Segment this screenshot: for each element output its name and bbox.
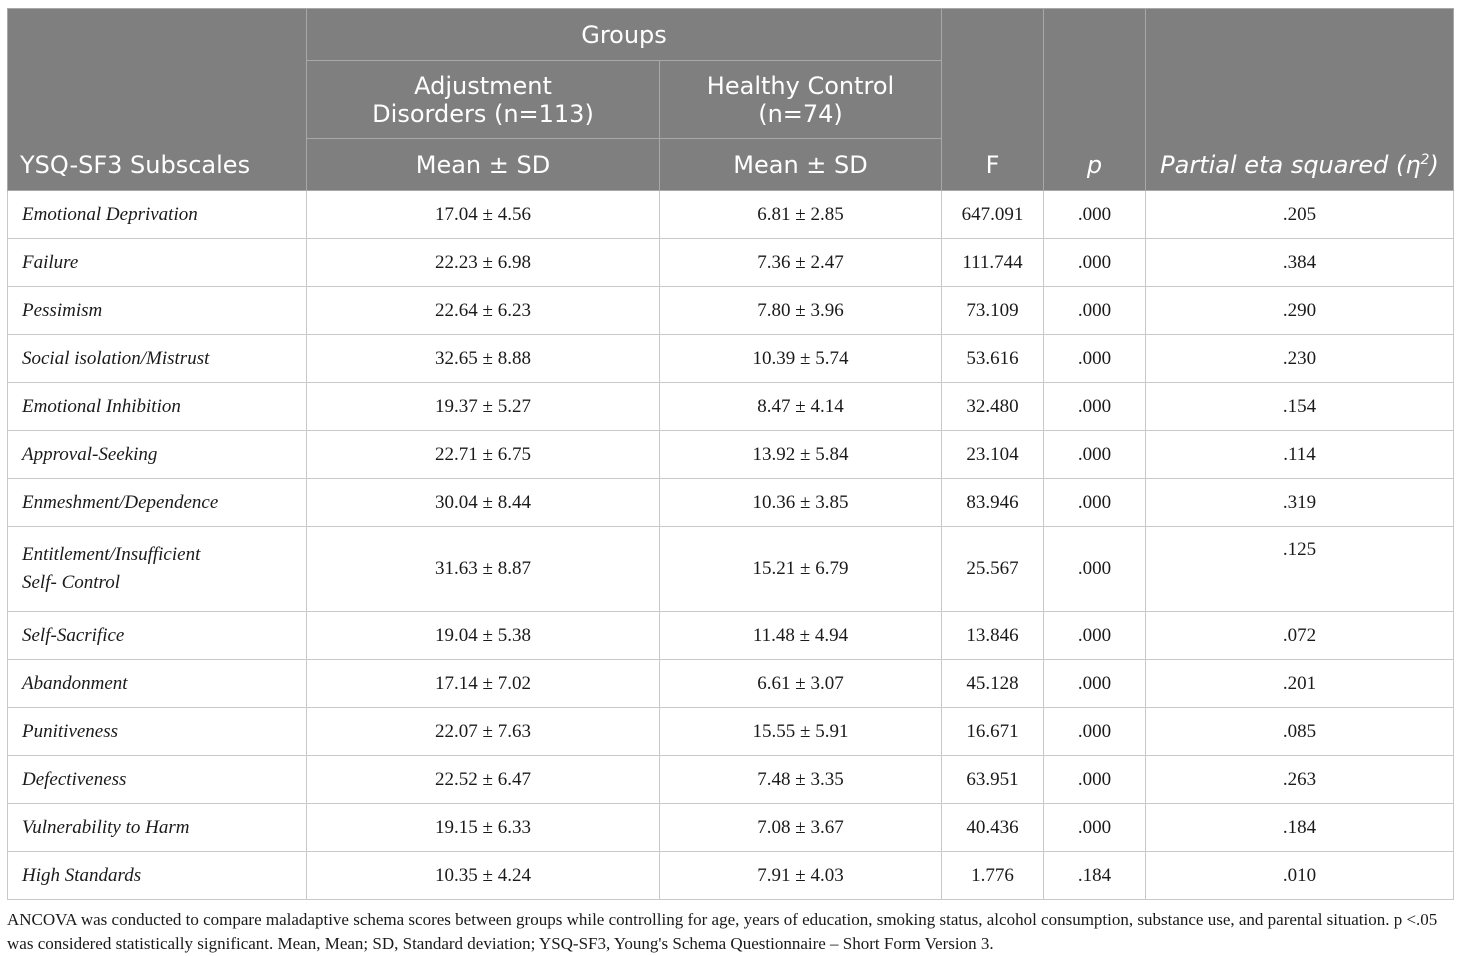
- p-value: .000: [1044, 479, 1146, 527]
- eta-header: [1146, 9, 1454, 191]
- eta-value: .125: [1146, 527, 1454, 612]
- hc-mean-sd: 7.91 ± 4.03: [660, 852, 942, 900]
- f-value: 647.091: [942, 191, 1044, 239]
- table-row: [8, 852, 1454, 900]
- ad-mean-sd: 17.04 ± 4.56: [307, 191, 660, 239]
- p-value: .000: [1044, 708, 1146, 756]
- table-row: [8, 660, 1454, 708]
- ad-mean-sd: 30.04 ± 8.44: [307, 479, 660, 527]
- p-value: .000: [1044, 660, 1146, 708]
- subscale-name: Defectiveness: [8, 756, 307, 804]
- p-value: .000: [1044, 383, 1146, 431]
- groups-header: Groups: [307, 9, 942, 61]
- subscale-name: Abandonment: [8, 660, 307, 708]
- eta-value: .184: [1146, 804, 1454, 852]
- f-value: 25.567: [942, 527, 1044, 612]
- subscale-name: Social isolation/Mistrust: [8, 335, 307, 383]
- table-header: [8, 9, 1454, 191]
- eta-value: .010: [1146, 852, 1454, 900]
- f-value: 32.480: [942, 383, 1044, 431]
- subscale-name: Approval-Seeking: [8, 431, 307, 479]
- eta-header-text: Partial eta squared (η: [1160, 151, 1421, 179]
- table-row: [8, 708, 1454, 756]
- hc-mean-sd: 7.36 ± 2.47: [660, 239, 942, 287]
- f-value: 16.671: [942, 708, 1044, 756]
- f-value: 23.104: [942, 431, 1044, 479]
- subscale-name: Vulnerability to Harm: [8, 804, 307, 852]
- subscale-name: Punitiveness: [8, 708, 307, 756]
- table-row: [8, 431, 1454, 479]
- ysq-results-table: [7, 8, 1454, 900]
- eta-value: .319: [1146, 479, 1454, 527]
- hc-mean-sd: 7.08 ± 3.67: [660, 804, 942, 852]
- ad-mean-sd: 22.52 ± 6.47: [307, 756, 660, 804]
- table-row: [8, 527, 1454, 612]
- eta-value: .384: [1146, 239, 1454, 287]
- ad-mean-sd: 22.71 ± 6.75: [307, 431, 660, 479]
- ad-mean-sd: 22.64 ± 6.23: [307, 287, 660, 335]
- p-value: .000: [1044, 431, 1146, 479]
- group-control-header: [660, 61, 942, 139]
- table-row: [8, 804, 1454, 852]
- hc-mean-sd: 8.47 ± 4.14: [660, 383, 942, 431]
- hc-mean-sd: 6.81 ± 2.85: [660, 191, 942, 239]
- eta-value: .085: [1146, 708, 1454, 756]
- ad-mean-sd: 10.35 ± 4.24: [307, 852, 660, 900]
- ad-mean-sd: 32.65 ± 8.88: [307, 335, 660, 383]
- p-value: .184: [1044, 852, 1146, 900]
- ad-mean-sd: 22.23 ± 6.98: [307, 239, 660, 287]
- hc-mean-sd: 13.92 ± 5.84: [660, 431, 942, 479]
- eta-value: .114: [1146, 431, 1454, 479]
- f-value: 45.128: [942, 660, 1044, 708]
- f-value: 1.776: [942, 852, 1044, 900]
- eta-value: .154: [1146, 383, 1454, 431]
- hc-mean-sd: 6.61 ± 3.07: [660, 660, 942, 708]
- subscale-name: Enmeshment/Dependence: [8, 479, 307, 527]
- eta-value: .201: [1146, 660, 1454, 708]
- table-body: [8, 191, 1454, 900]
- f-value: 111.744: [942, 239, 1044, 287]
- subscale-name: Emotional Inhibition: [8, 383, 307, 431]
- ad-mean-sd: 31.63 ± 8.87: [307, 527, 660, 612]
- table-row: [8, 239, 1454, 287]
- table-row: [8, 479, 1454, 527]
- table-row: [8, 287, 1454, 335]
- hc-mean-sd: 10.36 ± 3.85: [660, 479, 942, 527]
- f-value: 53.616: [942, 335, 1044, 383]
- p-value: .000: [1044, 239, 1146, 287]
- eta-header-close: ): [1429, 151, 1439, 179]
- ad-mean-sd: 19.15 ± 6.33: [307, 804, 660, 852]
- hc-mean-sd: 10.39 ± 5.74: [660, 335, 942, 383]
- p-value: .000: [1044, 191, 1146, 239]
- f-value: 13.846: [942, 612, 1044, 660]
- table-row: [8, 756, 1454, 804]
- eta-value: .072: [1146, 612, 1454, 660]
- f-value: 40.436: [942, 804, 1044, 852]
- table-row: [8, 335, 1454, 383]
- p-value: .000: [1044, 804, 1146, 852]
- subscale-name: Pessimism: [8, 287, 307, 335]
- subscale-name-line1: Entitlement/Insufficient: [22, 544, 201, 565]
- hc-mean-sd: 15.21 ± 6.79: [660, 527, 942, 612]
- group-adjustment-header: [307, 61, 660, 139]
- eta-value: .205: [1146, 191, 1454, 239]
- table-row: [8, 383, 1454, 431]
- eta-header-sup: 2: [1420, 152, 1430, 168]
- subscale-name: Emotional Deprivation: [8, 191, 307, 239]
- f-value: 63.951: [942, 756, 1044, 804]
- hc-mean-sd: 11.48 ± 4.94: [660, 612, 942, 660]
- p-value: .000: [1044, 756, 1146, 804]
- f-value: 83.946: [942, 479, 1044, 527]
- ad-mean-sd: 17.14 ± 7.02: [307, 660, 660, 708]
- hc-mean-sd: 7.48 ± 3.35: [660, 756, 942, 804]
- table-row: [8, 612, 1454, 660]
- subscale-name: [8, 527, 307, 612]
- p-header: p: [1044, 9, 1146, 191]
- ad-mean-sd: 19.37 ± 5.27: [307, 383, 660, 431]
- p-value: .000: [1044, 287, 1146, 335]
- subscale-name: Self-Sacrifice: [8, 612, 307, 660]
- ad-mean-sd: 19.04 ± 5.38: [307, 612, 660, 660]
- f-header: F: [942, 9, 1044, 191]
- eta-value: .263: [1146, 756, 1454, 804]
- table-row: [8, 191, 1454, 239]
- eta-value: .230: [1146, 335, 1454, 383]
- subscale-name-line2: Self- Control: [22, 572, 120, 593]
- hc-mean-sd: 15.55 ± 5.91: [660, 708, 942, 756]
- mean-sd-header-hc: Mean ± SD: [660, 139, 942, 191]
- results-table-container: [7, 8, 1453, 956]
- f-value: 73.109: [942, 287, 1044, 335]
- table-footnote: ANCOVA was conducted to compare maladaptive schema scores between groups while controlling for age, years of education, smoking status, alcohol consumption, substance use, and parental situation. p <.05 was considered statistically significant. Mean, Mean; SD, Standard deviation; YSQ-SF3, Young's Schema Questionnaire – Short Form Version 3.: [7, 910, 1438, 953]
- subscale-name: High Standards: [8, 852, 307, 900]
- group-control-label: Healthy Control (n=74): [706, 71, 895, 128]
- eta-value: .290: [1146, 287, 1454, 335]
- subscales-header: YSQ-SF3 Subscales: [8, 9, 307, 191]
- p-value: .000: [1044, 527, 1146, 612]
- subscale-name: Failure: [8, 239, 307, 287]
- p-value: .000: [1044, 612, 1146, 660]
- p-value: .000: [1044, 335, 1146, 383]
- group-adjustment-label: Adjustment Disorders (n=113): [372, 71, 594, 128]
- mean-sd-header-ad: Mean ± SD: [307, 139, 660, 191]
- hc-mean-sd: 7.80 ± 3.96: [660, 287, 942, 335]
- ad-mean-sd: 22.07 ± 7.63: [307, 708, 660, 756]
